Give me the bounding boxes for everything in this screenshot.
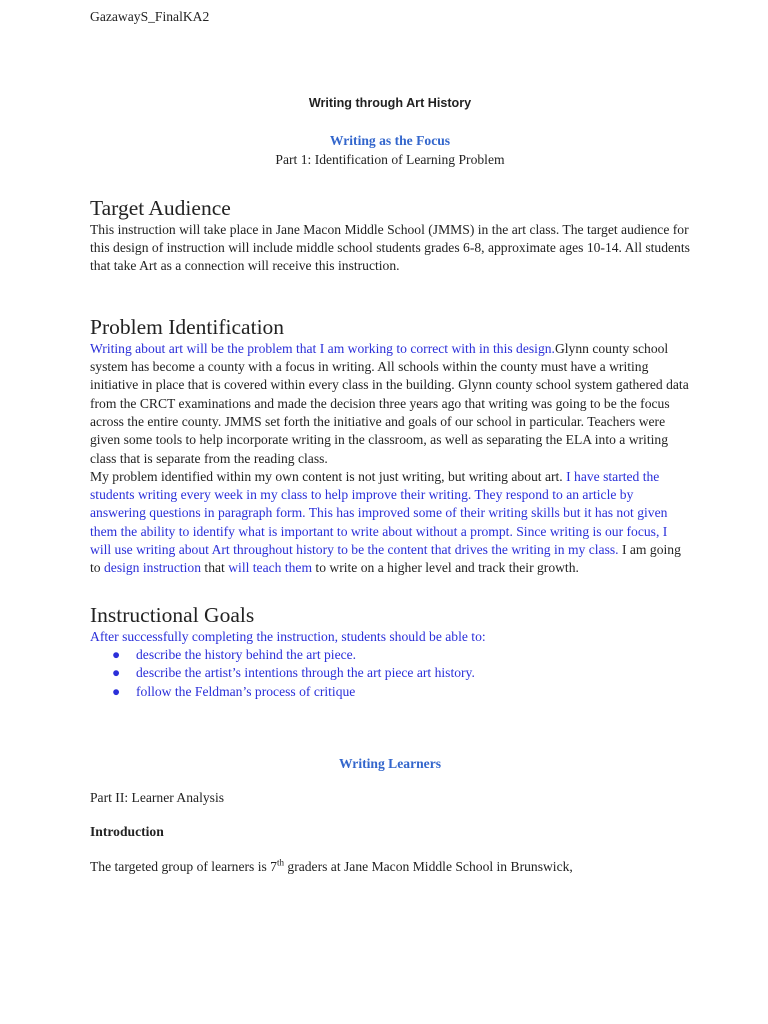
list-item (112, 683, 690, 701)
instructional-goals-heading: Instructional Goals (90, 602, 255, 627)
list-item (112, 646, 690, 664)
problem-p2-highlight-1: I have started the students writing every week in my class to help improve their writing. They respond to an article by answering questions in paragraph form. This has improved some of their writing skills but it has not given them the ability to identify what is important to write about without a prompt. Since writing is our focus, I will use writing about Art throughout history to be the content that drives the writing in my class. (90, 468, 668, 558)
part2-heading: Part II: Learner Analysis (90, 790, 225, 806)
problem-p2-text-4: to write on a higher level and track their growth. (312, 560, 579, 576)
introduction-heading: Introduction (90, 824, 164, 840)
goal-text: follow the Feldman’s process of critique (136, 683, 356, 699)
intro-text-before: The targeted group of learners is 7 (90, 858, 277, 874)
introduction-text (90, 858, 690, 876)
bullet-icon: ● (112, 665, 121, 681)
writing-learners-title: Writing Learners (338, 755, 442, 771)
goals-list (90, 646, 690, 701)
problem-p2-text-3: that (201, 560, 229, 576)
bullet-icon: ● (112, 683, 121, 699)
problem-paragraph-1 (90, 340, 690, 468)
problem-p2-highlight-2: design instruction (103, 560, 202, 576)
problem-p2-text-1: My problem identified within my own content is not just writing, but writing about art. (90, 468, 567, 484)
part1-heading: Part 1: Identification of Learning Problem (275, 151, 505, 167)
problem-identification-heading: Problem Identification (90, 314, 285, 339)
target-audience-body: This instruction will take place in Jane Macon Middle School (JMMS) in the art class. The target audience for this design of instruction will include middle school students grades 6-8, approximate ages 10-14. All students that take Art as a connection will receive this instruction. (90, 221, 690, 274)
problem-p2-highlight-3: will teach them (228, 560, 313, 576)
problem-p1-highlight: Writing about art will be the problem that I am working to correct with in this design. (90, 340, 555, 356)
target-audience-section (90, 195, 690, 276)
focus-title: Writing as the Focus (329, 133, 451, 149)
intro-text-after: graders at Jane Macon Middle School in Brunswick, (284, 858, 573, 874)
document-title: Writing through Art History (308, 96, 472, 110)
problem-p2-text-2: I am going to (90, 542, 681, 576)
problem-paragraph-2 (90, 468, 690, 578)
target-audience-heading: Target Audience (90, 195, 231, 220)
document-content (90, 94, 690, 876)
bullet-icon: ● (112, 646, 121, 662)
problem-p1-text: Glynn county school system has become a county with a focus in writing. All schools within the county must have a writing initiative in place that is covered within every class in the building. Glynn county school system gathered data from the CRCT examinations and made the decision three years ago that writing was going to be the focus across the entire county. JMMS set forth the initiative and goals of our school in particular. Teachers were given some tools to help incorporate writing in the classroom, as well as separating the ELA into a writing class that is separate from the reading class. (90, 340, 689, 466)
goal-text: describe the artist’s intentions through the art piece art history. (136, 665, 475, 681)
instructional-goals-section (90, 602, 690, 701)
list-item (112, 664, 690, 682)
goals-intro: After successfully completing the instruction, students should be able to: (90, 628, 486, 644)
intro-text-superscript: th (276, 857, 284, 868)
goal-text: describe the history behind the art piece. (136, 646, 357, 662)
document-header: GazawayS_FinalKA2 (90, 9, 210, 24)
problem-identification-section (90, 314, 690, 578)
